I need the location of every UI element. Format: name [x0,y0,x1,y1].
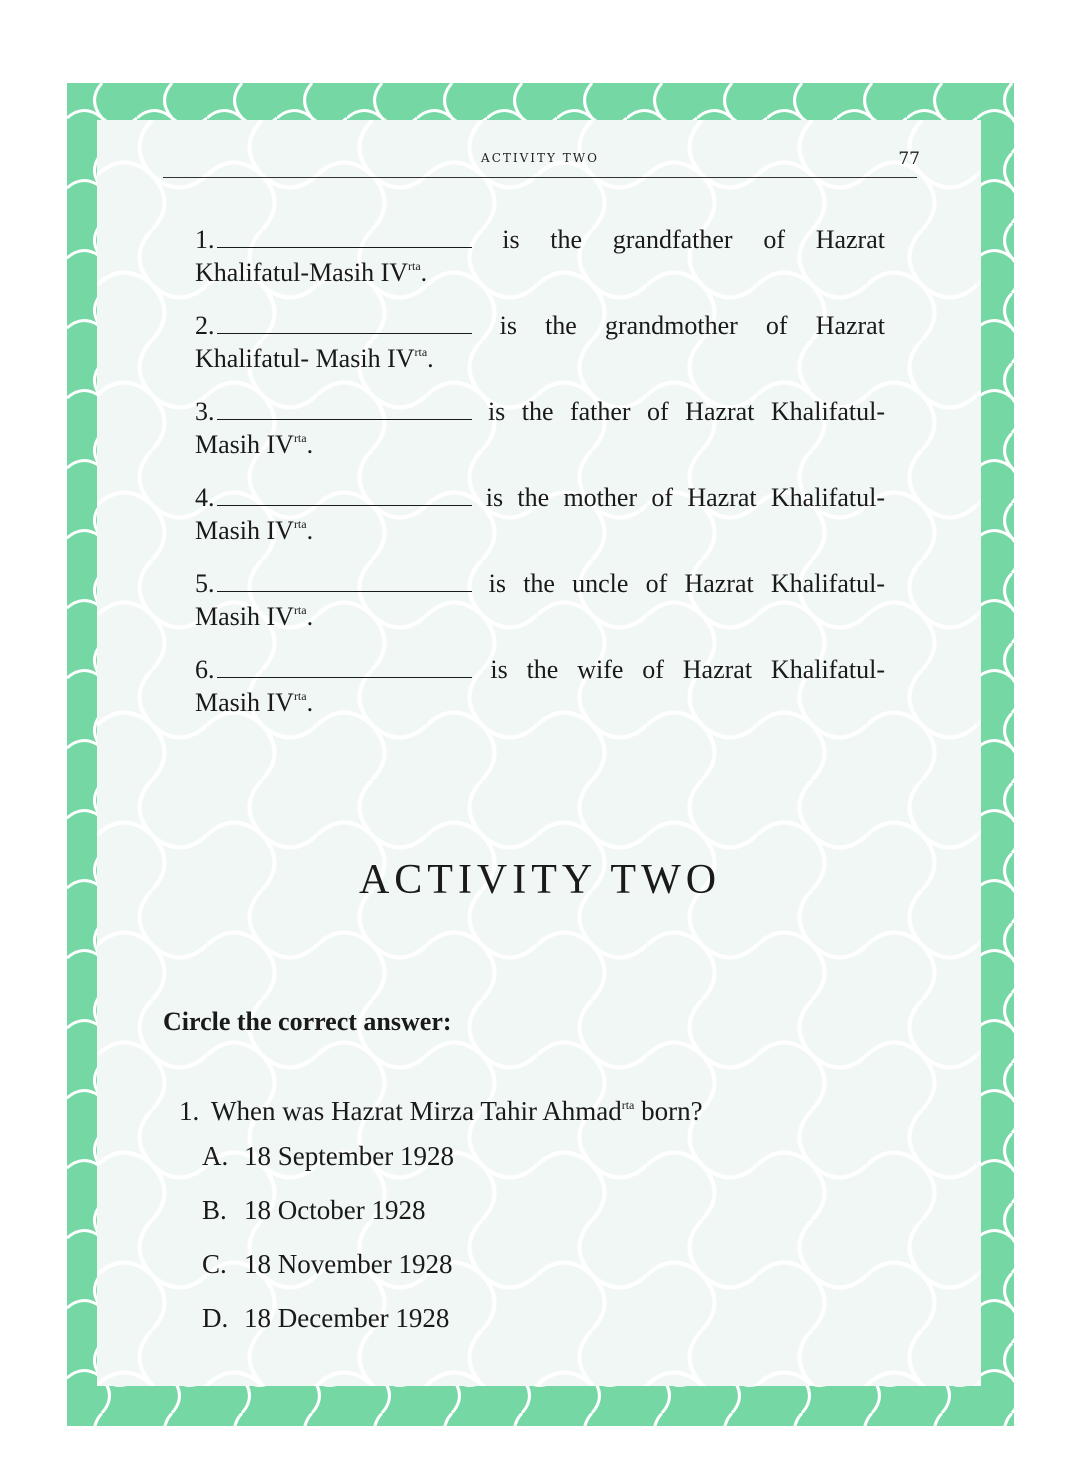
item-number-with-blank [195,223,472,256]
continuation-text: Khalifatul- Masih IV [195,344,415,373]
sentence-end: . [427,344,434,373]
sentence-word: the [521,397,554,426]
sentence-end: . [306,602,314,631]
option-letter: D. [202,1303,229,1333]
item-number-with-blank [195,309,472,342]
option-text: 18 October 1928 [244,1195,426,1225]
sentence-word: Khalifatul- [770,397,885,426]
fill-in-item [195,481,885,547]
sentence-word: mother [563,483,638,512]
sentence-word: Hazrat [687,483,757,512]
item-number: 1. [195,225,215,254]
option-letter: C. [202,1249,227,1279]
fill-in-item [195,223,885,289]
sentence-word: is [499,311,517,340]
sentence-word: Hazrat [685,397,755,426]
sentence-word: of [651,483,674,512]
sentence-word: of [642,655,664,684]
fill-in-line [195,309,885,342]
sentence-word: is [502,225,520,254]
sentence-word: of [765,311,788,340]
sentence-word: grandfather [612,225,733,254]
sentence-word: the [517,483,550,512]
item-number-with-blank [195,395,472,428]
fill-in-item [195,567,885,633]
item-number: 4. [195,483,215,512]
item-number: 6. [195,655,215,684]
fill-in-continuation [195,256,885,289]
honorific-superscript: rta [293,689,307,703]
continuation-text: Khalifatul-Masih IV [195,258,409,287]
sentence-word: is [487,397,506,426]
answer-blank[interactable] [217,311,472,334]
sentence-word: Khalifatul- [770,569,885,598]
fill-in-continuation [195,342,885,375]
fill-in-item [195,653,885,719]
fill-in-continuation [195,428,885,461]
continuation-text: Masih IV [195,430,294,459]
item-number: 5. [195,569,215,598]
question-superscript: rta [621,1098,635,1112]
fill-in-item [195,395,885,461]
continuation-text: Masih IV [195,516,294,545]
option-text: 18 September 1928 [244,1141,454,1171]
question-text-before: When was Hazrat Mirza Tahir Ahmad [211,1096,622,1126]
answer-blank[interactable] [217,569,472,592]
option-c[interactable] [202,1249,452,1280]
fill-in-continuation [195,600,885,633]
running-title: ACTIVITY TWO [481,151,599,165]
sentence-end: . [306,516,314,545]
sentence-word: uncle [572,569,629,598]
honorific-superscript: rta [293,517,307,531]
sentence-word: the [545,311,577,340]
answer-blank[interactable] [217,655,472,678]
item-number: 3. [195,397,215,426]
sentence-word: is [485,483,504,512]
option-letter: B. [202,1195,227,1225]
page-number: 77 [898,149,920,169]
fill-in-line [195,653,885,686]
honorific-superscript: rta [414,345,428,359]
header-divider [163,177,917,178]
sentence-word: the [550,225,583,254]
honorific-superscript: rta [293,603,307,617]
sentence-word: Hazrat [815,311,885,340]
sentence-word: the [526,655,559,684]
sentence-word: Khalifatul- [770,483,885,512]
honorific-superscript: rta [408,259,421,273]
sentence-word: of [645,569,668,598]
question-number: 1. [179,1096,200,1126]
option-a[interactable] [202,1141,454,1172]
sentence-word: is [488,569,507,598]
fill-in-item [195,309,885,375]
option-text: 18 November 1928 [244,1249,453,1279]
answer-blank[interactable] [217,397,472,420]
sentence-word: Khalifatul- [770,655,885,684]
fill-in-line [195,395,885,428]
sentence-end: . [420,258,428,287]
sentence-word: of [763,225,785,254]
item-number-with-blank [195,481,472,514]
honorific-superscript: rta [293,431,307,445]
option-letter: A. [202,1141,229,1171]
sentence-word: Hazrat [815,225,885,254]
sentence-word: Hazrat [682,655,753,684]
sentence-word: father [569,397,631,426]
answer-blank[interactable] [217,483,472,506]
sentence-end: . [306,688,314,717]
option-text: 18 December 1928 [244,1303,450,1333]
fill-in-line [195,481,885,514]
instruction-text: Circle the correct answer: [163,1007,452,1036]
answer-blank[interactable] [217,225,472,248]
question-1 [179,1096,703,1127]
continuation-text: Masih IV [195,602,294,631]
fill-in-continuation [195,686,885,719]
item-number: 2. [195,311,215,340]
sentence-end: . [306,430,314,459]
option-b[interactable] [202,1195,425,1226]
sentence-word: grandmother [604,311,738,340]
activity-heading: ACTIVITY TWO [358,857,722,903]
fill-in-line [195,567,885,600]
option-d[interactable] [202,1303,449,1334]
question-text-after: born? [634,1096,703,1126]
fill-in-line [195,223,885,256]
sentence-word: is [490,655,508,684]
sentence-word: Hazrat [684,569,754,598]
sentence-word: wife [577,655,624,684]
sentence-word: the [523,569,555,598]
item-number-with-blank [195,653,472,686]
sentence-word: of [647,397,669,426]
continuation-text: Masih IV [195,688,294,717]
item-number-with-blank [195,567,472,600]
fill-in-continuation [195,514,885,547]
